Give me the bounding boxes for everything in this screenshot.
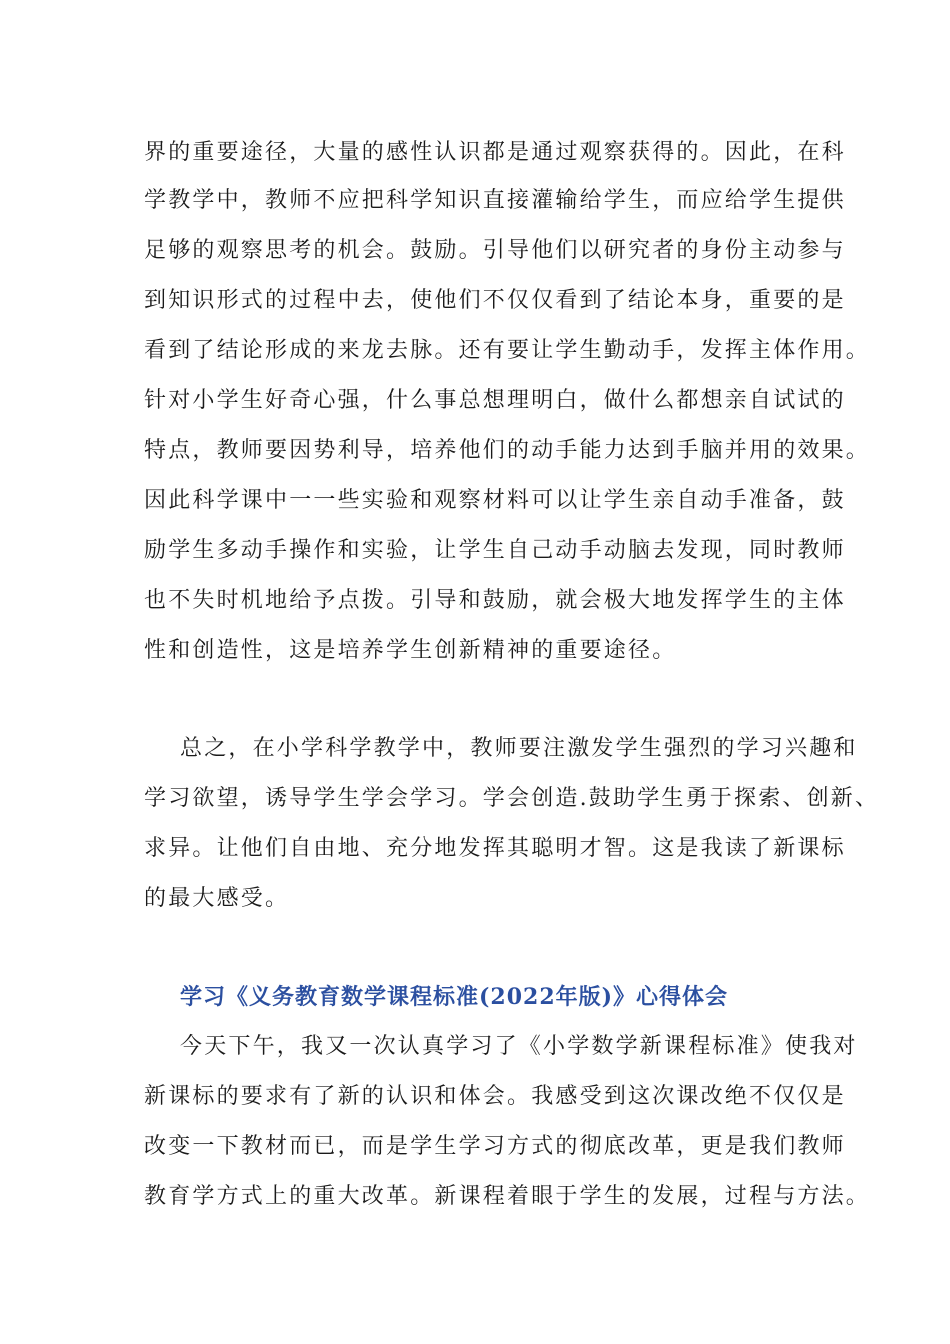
text-line: 因此科学课中一一些实验和观察材料可以让学生亲自动手准备，鼓 bbox=[144, 488, 846, 513]
text-line: 学习欲望，诱导学生学会学习。学会创造.鼓助学生勇于探索、创新、 bbox=[144, 786, 880, 811]
text-line: 教育学方式上的重大改革。新课程着眼于学生的发展，过程与方法。 bbox=[144, 1184, 871, 1209]
text-line: 到知识形式的过程中去，使他们不仅仅看到了结论本身，重要的是 bbox=[144, 288, 846, 313]
section-heading: 学习《义务教育数学课程标准(2022年版)》心得体会 bbox=[180, 984, 729, 1010]
text-line: 的最大感受。 bbox=[144, 886, 290, 911]
text-line: 特点，教师要因势利导，培养他们的动手能力达到手脑并用的效果。 bbox=[144, 438, 871, 463]
text-line: 求异。让他们自由地、充分地发挥其聪明才智。这是我读了新课标 bbox=[144, 836, 846, 861]
text-line: 励学生多动手操作和实验，让学生自己动手动脑去发现，同时教师 bbox=[144, 538, 846, 563]
text-line: 学教学中，教师不应把科学知识直接灌输给学生，而应给学生提供 bbox=[144, 188, 846, 213]
text-line: 性和创造性，这是培养学生创新精神的重要途径。 bbox=[144, 638, 677, 663]
text-line: 界的重要途径，大量的感性认识都是通过观察获得的。因此，在科 bbox=[144, 140, 846, 165]
text-line: 改变一下教材而已，而是学生学习方式的彻底改革，更是我们教师 bbox=[144, 1134, 846, 1159]
text-line: 总之，在小学科学教学中，教师要注激发学生强烈的学习兴趣和 bbox=[180, 736, 858, 761]
text-line: 足够的观察思考的机会。鼓励。引导他们以研究者的身份主动参与 bbox=[144, 238, 846, 263]
text-line: 新课标的要求有了新的认识和体会。我感受到这次课改绝不仅仅是 bbox=[144, 1084, 846, 1109]
text-line: 看到了结论形成的来龙去脉。还有要让学生勤动手，发挥主体作用。 bbox=[144, 338, 871, 363]
text-line: 今天下午，我又一次认真学习了《小学数学新课程标准》使我对 bbox=[180, 1034, 858, 1059]
text-line: 也不失时机地给予点拨。引导和鼓励，就会极大地发挥学生的主体 bbox=[144, 588, 846, 613]
text-line: 针对小学生好奇心强，什么事总想理明白，做什么都想亲自试试的 bbox=[144, 388, 846, 413]
